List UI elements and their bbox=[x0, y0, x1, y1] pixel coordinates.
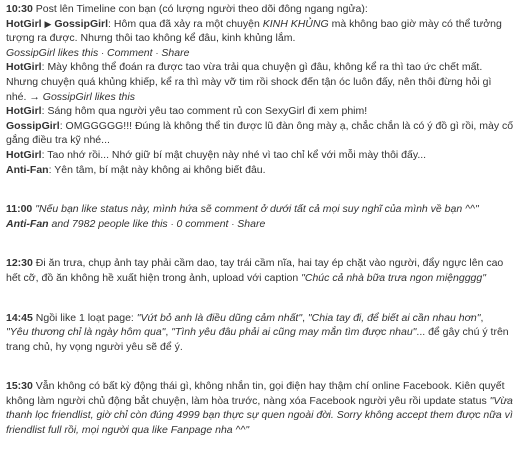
commenter-name[interactable]: GossipGirl bbox=[54, 17, 109, 30]
post-1030-header bbox=[6, 2, 494, 17]
spacer bbox=[6, 231, 494, 256]
commenter-name[interactable]: HotGirl bbox=[6, 17, 42, 30]
comment-line: HotGirl: Tao nhớ rồi... Nhớ giữ bí mật chuyện này nhé vì tao chỉ kể với mỗi mày thôi đấy... bbox=[6, 148, 427, 161]
comment-text: mà không bao giờ mày có thể tưởng bbox=[328, 17, 502, 30]
paragraph-text: Ngồi like 1 loạt page: bbox=[35, 311, 137, 324]
like-bar bbox=[6, 217, 494, 232]
status-quote: "Nếu bạn like status này, mình hứa sẽ comment ở dưới tất cả mọi suy nghĩ của mình về bạn ^^" bbox=[35, 203, 479, 216]
likes-text[interactable]: GossipGirl likes this bbox=[42, 90, 135, 103]
comment-text: Yên tâm, bí mật này không ai không biết đâu. bbox=[54, 163, 266, 176]
paragraph-line bbox=[6, 394, 513, 409]
post-description: Post lên Timeline con bạn (có lượng người theo dõi đông ngang ngửa): bbox=[35, 3, 368, 15]
arrow-right-icon: → bbox=[29, 90, 40, 103]
spacer bbox=[6, 177, 494, 202]
comment-text: Hôm qua đã xảy ra một chuyện bbox=[113, 17, 263, 30]
page-name: "Yêu thương chỉ là ngày hôm qua" bbox=[6, 326, 166, 339]
commenter-name[interactable]: HotGirl bbox=[6, 148, 42, 161]
time-label: 14:45 bbox=[6, 311, 33, 324]
comment-line bbox=[6, 31, 494, 46]
post-1230 bbox=[6, 256, 504, 271]
separator-dot: · bbox=[231, 218, 235, 229]
emphasis-text: KINH KHỦNG bbox=[262, 17, 329, 30]
paragraph-text: ... để gây chú ý trên bbox=[416, 326, 509, 339]
photo-caption: "Chúc cả nhà bữa trưa ngon miệngggg" bbox=[301, 271, 486, 284]
paragraph-line bbox=[6, 408, 513, 423]
arrow-right-icon: ▶ bbox=[44, 18, 52, 29]
time-label: 11:00 bbox=[6, 203, 33, 216]
spacer bbox=[6, 354, 494, 379]
comment-text: Tao nhớ rồi... Nhớ giữ bí mật chuyện này nhé vì tao chỉ kể với mỗi mày thôi đấy... bbox=[47, 148, 427, 161]
comment-line bbox=[6, 133, 494, 148]
post-1445: 14:45 Ngồi like 1 loạt page: "Vứt bỏ anh là điều dũng cảm nhất", "Chia tay đi, để biết ai cần nhau hơn", bbox=[6, 311, 484, 324]
comment-line bbox=[6, 75, 494, 90]
status-quote: friendlist full rồi, mọi người qua like Fanpage nha ^^" bbox=[6, 424, 250, 437]
page-name: "Vứt bỏ anh là điều dũng cảm nhất" bbox=[136, 311, 303, 324]
comment-text: Nhưng chuyện quá khủng khiếp, kể ra thì mày vỡ tim rồi shock đến tận óc luôn đấy, nên thôi đừng hỏi gì bbox=[6, 75, 492, 88]
paragraph-line bbox=[6, 423, 494, 438]
status-quote: "Vừa bbox=[489, 394, 513, 407]
comment-line: GossipGirl: OMGGGGG!!! Đúng là không thể tin được lũ đàn ông mày ạ, chắc chắn là có ý đồ gì rồi, mày cố bbox=[6, 119, 513, 132]
paragraph-text: Vẫn không có bất kỳ động thái gì, không nhắn tin, gọi điện hay thậm chí online Facebook. Kiên quyết bbox=[35, 380, 505, 393]
post-1530 bbox=[6, 379, 505, 394]
comment-text: tượng ra được. Nhưng thôi tao không kể đâu, kinh khủng lắm. bbox=[6, 32, 296, 45]
comment-link[interactable]: 0 comment bbox=[176, 217, 229, 230]
paragraph-text: trang chủ, hy vọng người yêu sẽ để ý. bbox=[6, 340, 183, 353]
paragraph-line bbox=[6, 271, 494, 286]
comment-text: nhé. bbox=[6, 90, 27, 103]
comment-text: Mày không thể đoán ra được tao vừa trải qua chuyện gì đâu, không kể ra thì tao ức chết mất. bbox=[47, 61, 483, 74]
commenter-name[interactable]: Anti-Fan bbox=[6, 163, 49, 176]
page-name: "Chia tay đi, để biết ai cần nhau hơn" bbox=[307, 311, 481, 324]
likes-text[interactable]: and 7982 people like this bbox=[51, 217, 168, 230]
page-name: "Tình yêu đâu phải ai cũng may mắn tìm được nhau" bbox=[171, 326, 417, 339]
commenter-name[interactable]: GossipGirl bbox=[6, 119, 60, 132]
comment-line: HotGirl: Sáng hôm qua người yêu tao comment rủ con SexyGirl đi xem phim! bbox=[6, 105, 368, 118]
commenter-name[interactable]: HotGirl bbox=[6, 105, 42, 118]
comment-text: gắng điều tra kỹ nhé... bbox=[6, 134, 110, 147]
paragraph-text: hết cỡ, đồ ăn không hề xuất hiện trong ảnh, upload với caption bbox=[6, 271, 302, 284]
separator-dot: · bbox=[155, 47, 159, 58]
spacer bbox=[6, 286, 494, 311]
time-label: 10:30 bbox=[6, 3, 33, 15]
separator-dot: · bbox=[101, 47, 105, 58]
status-quote: thanh lọc friendlist, giờ chỉ còn đúng 4999 bạn thực sự quen ngoài đời. Sorry không accept them được nữa vì bbox=[6, 409, 513, 422]
time-label: 12:30 bbox=[6, 257, 33, 270]
comment-line: Anti-Fan: Yên tâm, bí mật này không ai không biết đâu. bbox=[6, 163, 266, 176]
post-1100 bbox=[6, 202, 494, 217]
comment-line: HotGirl ▶ GossipGirl: Hôm qua đã xảy ra một chuyện KINH KHỦNG mà không bao giờ mày có thể tưởng bbox=[6, 17, 502, 30]
paragraph-line: "Yêu thương chỉ là ngày hôm qua", "Tình yêu đâu phải ai cũng may mắn tìm được nhau"... để gây chú ý trên bbox=[6, 326, 509, 339]
share-link[interactable]: Share bbox=[161, 46, 190, 59]
comment-link[interactable]: Comment bbox=[107, 46, 153, 59]
share-link[interactable]: Share bbox=[237, 217, 266, 230]
commenter-name[interactable]: HotGirl bbox=[6, 61, 42, 74]
comment-line bbox=[6, 90, 494, 105]
separator-dot: · bbox=[170, 218, 174, 229]
likes-text[interactable]: GossipGirl likes this bbox=[6, 46, 99, 59]
liker-name[interactable]: Anti-Fan bbox=[6, 217, 49, 230]
paragraph-text: Đi ăn trưa, chụp ảnh tay phải cầm dao, tay trái cầm nĩa, hai tay ép chặt vào người, đẩy ngực lên cao bbox=[35, 257, 504, 270]
comment-text: OMGGGGG!!! Đúng là không thể tin được lũ đàn ông mày ạ, chắc chắn là có ý đồ gì rồi, mày cố bbox=[65, 119, 513, 132]
like-bar bbox=[6, 46, 494, 61]
comment-text: Sáng hôm qua người yêu tao comment rủ con SexyGirl đi xem phim! bbox=[47, 105, 368, 118]
paragraph-text: không làm người chủ động bắt chuyện, làm hòa trước, nàng xóa Facebook người yêu rồi update status bbox=[6, 394, 490, 407]
paragraph-line bbox=[6, 340, 494, 355]
comment-line: HotGirl: Mày không thể đoán ra được tao vừa trải qua chuyện gì đâu, không kể ra thì tao ức chết mất. bbox=[6, 61, 483, 74]
time-label: 15:30 bbox=[6, 380, 33, 393]
